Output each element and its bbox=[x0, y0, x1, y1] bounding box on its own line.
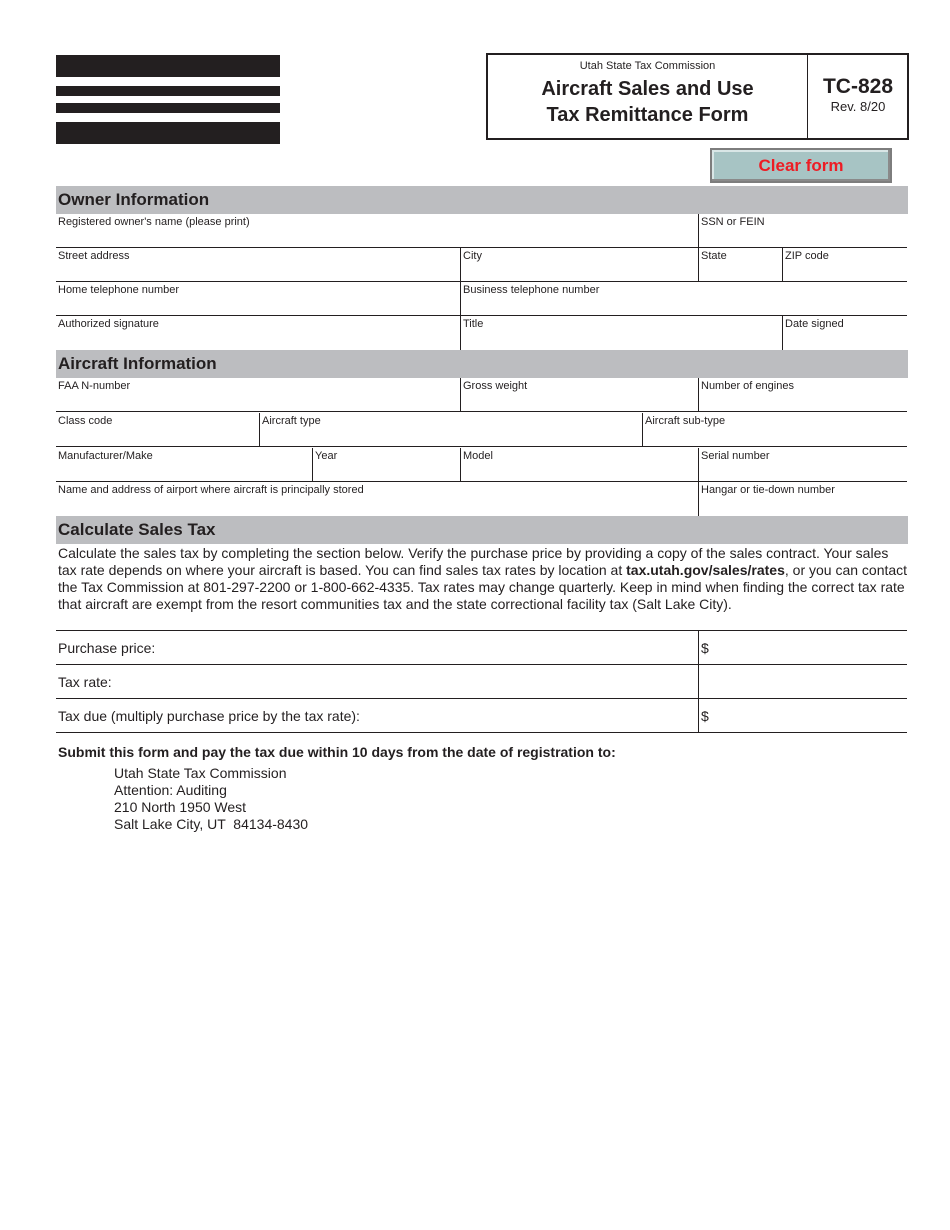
aircraft-row-1 bbox=[56, 378, 907, 412]
aircraft-subtype-label: Aircraft sub-type bbox=[645, 415, 726, 427]
state-label: State bbox=[701, 250, 727, 262]
gross-weight-input[interactable] bbox=[463, 394, 696, 410]
business-phone-label: Business telephone number bbox=[463, 284, 600, 296]
faa-input[interactable] bbox=[58, 394, 458, 410]
city-label: City bbox=[463, 250, 482, 262]
hangar-cell[interactable] bbox=[698, 482, 907, 516]
calc-instructions bbox=[58, 545, 908, 613]
serial-input[interactable] bbox=[701, 464, 905, 480]
mailing-address bbox=[114, 765, 308, 833]
address-line: Attention: Auditing bbox=[114, 782, 227, 798]
owner-name-input[interactable] bbox=[58, 230, 696, 246]
airport-cell[interactable] bbox=[56, 482, 698, 516]
owner-row-3 bbox=[56, 282, 907, 316]
purchase-price-field[interactable] bbox=[698, 631, 907, 665]
owner-section-heading: Owner Information bbox=[56, 186, 908, 214]
calc-section-heading: Calculate Sales Tax bbox=[56, 516, 908, 544]
tax-rate-row bbox=[56, 665, 907, 699]
ssn-input[interactable] bbox=[701, 230, 905, 246]
tax-rate-field[interactable] bbox=[698, 665, 907, 699]
engines-label: Number of engines bbox=[701, 380, 794, 392]
address-line: Utah State Tax Commission bbox=[114, 765, 287, 781]
aircraft-section-heading: Aircraft Information bbox=[56, 350, 908, 378]
business-phone-cell[interactable] bbox=[460, 282, 907, 316]
form-revision: Rev. 8/20 bbox=[830, 99, 886, 114]
ssn-label: SSN or FEIN bbox=[701, 216, 765, 228]
form-number-cell bbox=[809, 55, 907, 138]
form-title-line1: Aircraft Sales and Use bbox=[541, 78, 754, 100]
make-label: Manufacturer/Make bbox=[58, 450, 153, 462]
aircraft-type-cell[interactable] bbox=[259, 413, 642, 447]
state-input[interactable] bbox=[701, 264, 780, 280]
zip-label: ZIP code bbox=[785, 250, 829, 262]
serial-label: Serial number bbox=[701, 450, 770, 462]
faa-cell[interactable] bbox=[56, 378, 460, 412]
calc-instructions-part1: Calculate the sales tax by completing the section below. Verify the purchase price by providing a copy of the sales contract. Your sales tax rate depends on where your aircraft is based. You can find sales tax rates by location at bbox=[58, 545, 889, 578]
city-input[interactable] bbox=[463, 264, 696, 280]
model-label: Model bbox=[463, 450, 493, 462]
airport-label: Name and address of airport where aircraft is principally stored bbox=[58, 484, 364, 496]
clear-form-button[interactable]: Clear form bbox=[710, 148, 892, 183]
date-signed-label: Date signed bbox=[785, 318, 844, 330]
barcode-bar bbox=[56, 55, 280, 77]
title-box bbox=[486, 53, 909, 140]
class-code-input[interactable] bbox=[58, 429, 257, 445]
make-input[interactable] bbox=[58, 464, 310, 480]
home-phone-input[interactable] bbox=[58, 298, 458, 314]
signature-label: Authorized signature bbox=[58, 318, 159, 330]
owner-name-cell[interactable] bbox=[56, 214, 698, 248]
purchase-price-dollar: $ bbox=[701, 640, 709, 656]
aircraft-type-label: Aircraft type bbox=[262, 415, 321, 427]
serial-cell[interactable] bbox=[698, 448, 907, 482]
year-label: Year bbox=[315, 450, 338, 462]
tax-due-label: Tax due (multiply purchase price by the tax rate): bbox=[58, 708, 360, 724]
title-label: Title bbox=[463, 318, 484, 330]
make-cell[interactable] bbox=[56, 448, 312, 482]
class-code-label: Class code bbox=[58, 415, 113, 427]
zip-input[interactable] bbox=[785, 264, 905, 280]
faa-label: FAA N-number bbox=[58, 380, 131, 392]
model-cell[interactable] bbox=[460, 448, 698, 482]
agency-name: Utah State Tax Commission bbox=[579, 60, 716, 72]
form-number: TC-828 bbox=[822, 75, 894, 98]
ssn-cell[interactable] bbox=[698, 214, 907, 248]
aircraft-subtype-cell[interactable] bbox=[642, 413, 907, 447]
gross-weight-label: Gross weight bbox=[463, 380, 528, 392]
gross-weight-cell[interactable] bbox=[460, 378, 698, 412]
aircraft-row-2 bbox=[56, 413, 907, 447]
title-main bbox=[488, 55, 808, 138]
business-phone-input[interactable] bbox=[463, 298, 905, 314]
signature-cell[interactable] bbox=[56, 316, 460, 350]
street-cell[interactable] bbox=[56, 248, 460, 282]
signature-input[interactable] bbox=[58, 332, 458, 348]
year-input[interactable] bbox=[315, 464, 458, 480]
street-label: Street address bbox=[58, 250, 130, 262]
engines-input[interactable] bbox=[701, 394, 905, 410]
model-input[interactable] bbox=[463, 464, 696, 480]
state-cell[interactable] bbox=[698, 248, 782, 282]
purchase-price-label: Purchase price: bbox=[58, 640, 156, 656]
form-title-line2: Tax Remittance Form bbox=[546, 104, 749, 126]
calc-instructions-part2: , or you can contact the Tax Commission at 801-297-2200 or 1-800-662-4335. Tax rates may change quarterly. Keep in mind when finding the correct tax rate that aircraft are exempt from the resort communities tax and the state correctional facility tax (Salt Lake City). bbox=[58, 562, 908, 612]
aircraft-row-3 bbox=[56, 448, 907, 482]
date-signed-cell[interactable] bbox=[782, 316, 907, 350]
tax-rate-label: Tax rate: bbox=[58, 674, 112, 690]
date-signed-input[interactable] bbox=[785, 332, 905, 348]
street-input[interactable] bbox=[58, 264, 458, 280]
tax-rates-link[interactable]: tax.utah.gov/sales/rates bbox=[626, 562, 785, 578]
year-cell[interactable] bbox=[312, 448, 460, 482]
tax-due-field[interactable] bbox=[698, 699, 907, 733]
tax-due-row bbox=[56, 699, 907, 733]
owner-name-label: Registered owner's name (please print) bbox=[58, 216, 250, 228]
form-title bbox=[488, 76, 807, 128]
hangar-input[interactable] bbox=[701, 498, 905, 514]
airport-input[interactable] bbox=[58, 498, 696, 514]
city-cell[interactable] bbox=[460, 248, 698, 282]
owner-row-2 bbox=[56, 248, 907, 282]
title-input[interactable] bbox=[463, 332, 780, 348]
purchase-price-row bbox=[56, 631, 907, 665]
barcode-bar bbox=[56, 103, 280, 113]
class-code-cell[interactable] bbox=[56, 413, 259, 447]
tax-due-dollar: $ bbox=[701, 708, 709, 724]
owner-row-4 bbox=[56, 316, 907, 350]
hangar-label: Hangar or tie-down number bbox=[701, 484, 835, 496]
engines-cell[interactable] bbox=[698, 378, 907, 412]
barcode-bar bbox=[56, 86, 280, 96]
aircraft-row-4 bbox=[56, 482, 907, 516]
address-line: Salt Lake City, UT 84134-8430 bbox=[114, 816, 309, 832]
address-line: 210 North 1950 West bbox=[114, 799, 247, 815]
title-cell[interactable] bbox=[460, 316, 782, 350]
submit-heading: Submit this form and pay the tax due within 10 days from the date of registration to: bbox=[58, 744, 616, 760]
aircraft-subtype-input[interactable] bbox=[645, 429, 905, 445]
home-phone-cell[interactable] bbox=[56, 282, 460, 316]
home-phone-label: Home telephone number bbox=[58, 284, 180, 296]
aircraft-type-input[interactable] bbox=[262, 429, 640, 445]
barcode-bar bbox=[56, 122, 280, 144]
owner-row-1 bbox=[56, 214, 907, 248]
zip-cell[interactable] bbox=[782, 248, 907, 282]
